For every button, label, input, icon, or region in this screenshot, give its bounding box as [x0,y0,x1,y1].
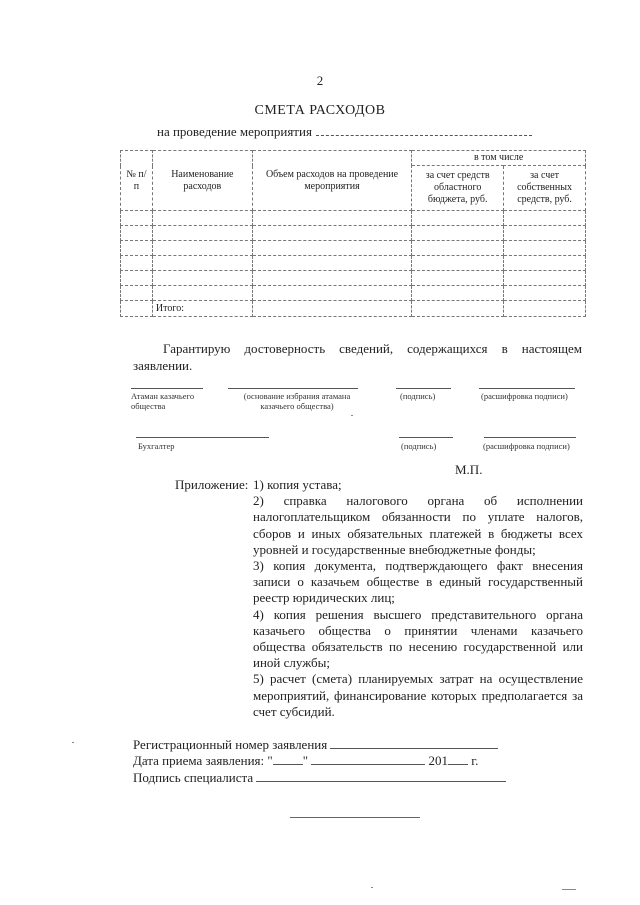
table-row [121,241,586,256]
closing-divider [290,817,420,818]
total-label: Итого: [152,301,252,317]
accountant-signature-line [136,437,269,438]
attachments-label: Приложение: [175,477,249,492]
attachment-item: 5) расчет (смета) планируемых затрат на осуществление мероприятий, финансирование которых предполагается за счет субсидий. [253,671,583,719]
registration-date-label: Дата приема заявления: [133,753,265,768]
scan-speck [351,415,353,416]
basis-label: (основание избрания атамана казачьего общества) [243,391,351,411]
basis-signature-line [228,388,358,389]
date-day-line [273,754,303,765]
signature2-line [399,437,453,438]
accountant-label: Бухгалтер [138,441,175,451]
col-header-number: № п/п [121,151,153,211]
estimate-table [120,150,586,317]
subtitle-text: на проведение мероприятия [157,124,312,139]
date-quote-close: " [302,753,308,768]
attachments-list [253,477,583,720]
date-year-suffix: г. [471,753,479,768]
subtitle-blank-line [316,125,532,136]
decoding2-line [484,437,576,438]
date-year-line [448,754,468,765]
guarantee-line-2: заявлении. [133,358,193,373]
col-header-including: в том числе [412,151,586,166]
table-row [121,211,586,226]
scan-speck [371,887,373,888]
attachment-item: 1) копия устава; [253,477,342,492]
col-header-volume: Объем расходов на проведение мероприятия [252,151,412,211]
table-total-row [121,301,586,317]
table-row [121,256,586,271]
scan-speck [562,889,576,890]
date-month-line [311,754,425,765]
scan-speck [72,742,74,743]
table-row [121,226,586,241]
registration-number-line [330,738,498,749]
attachment-item: 2) справка налогового органа об исполнении налогоплательщиком обязанности по уплате налогов, сборов и иных обязательных платежей в бюджеты всех уровней и государственные внебюджетные фонды; [253,493,583,557]
decoding1-line [479,388,575,389]
page-number: 2 [316,73,324,88]
signature2-label: (подпись) [401,441,437,451]
ataman-label: Атаман казачьего общества [131,391,195,411]
guarantee-statement [133,340,582,374]
ataman-signature-line [131,388,203,389]
table-row [121,271,586,286]
registration-number-label: Регистрационный номер заявления [133,737,328,752]
decoding1-label: (расшифровка подписи) [481,391,568,401]
stamp-place-label: М.П. [455,462,483,477]
signature1-line [396,388,451,389]
table-row [121,286,586,301]
document-subtitle [157,124,532,140]
col-header-own-funds: за счет собственных средств, руб. [504,166,586,211]
specialist-signature-label: Подпись специалиста [133,770,254,785]
date-year: 201 [428,753,448,768]
guarantee-line-1: Гарантирую достоверность сведений, содержащихся в настоящем [163,341,582,356]
document-title: СМЕТА РАСХОДОВ [254,103,386,118]
specialist-signature-row [133,770,506,786]
attachment-item: 3) копия документа, подтверждающего факт внесения записи о казачьем обществе в единый государственный реестр юридических лиц; [253,558,583,606]
signature1-label: (подпись) [400,391,436,401]
registration-date-row [133,753,478,769]
decoding2-label: (расшифровка подписи) [483,441,570,451]
specialist-signature-line [256,771,506,782]
date-quote-open: " [267,753,273,768]
col-header-regional-budget: за счет средств областного бюджета, руб. [412,166,504,211]
registration-number-row [133,737,498,753]
attachment-item: 4) копия решения высшего представительного органа казачьего общества о принятии членами казачьего общества обязательств по несению государственной или иной службы; [253,606,583,671]
col-header-name: Наименование расходов [152,151,252,211]
